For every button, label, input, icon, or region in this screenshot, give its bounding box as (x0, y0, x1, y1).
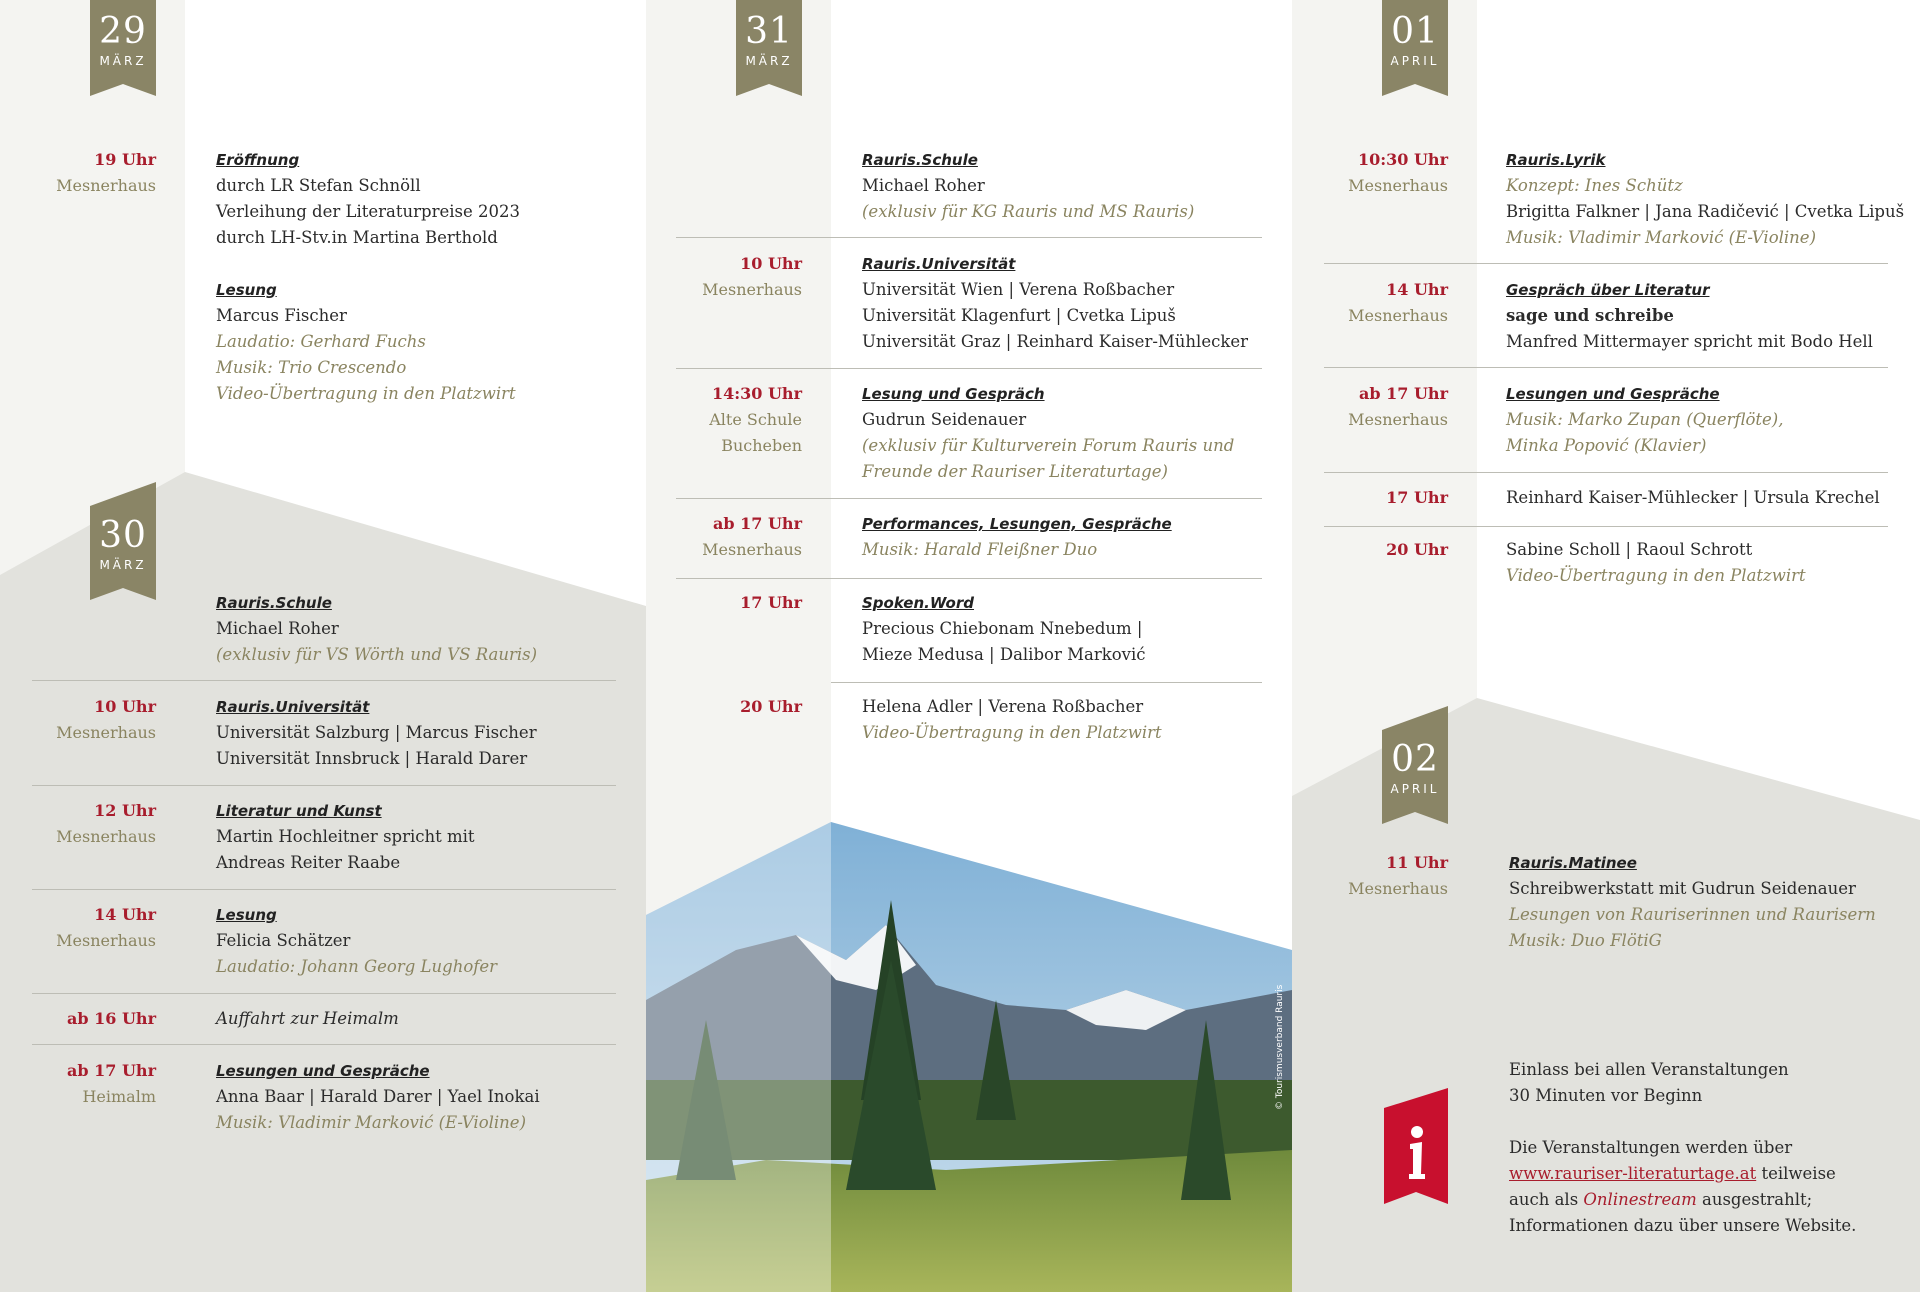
event-note: Musik: Duo FlötiG (1509, 931, 1662, 950)
event-line: Mieze Medusa | Dalibor Marković (862, 645, 1146, 664)
event-title: Lesung (216, 906, 277, 924)
info-line-link (1509, 1161, 1909, 1187)
event-line: Anna Baar | Harald Darer | Yael Inokai (216, 1087, 540, 1106)
event-title: Rauris.Matinee (1509, 854, 1637, 872)
event-location: Mesnerhaus (1348, 410, 1448, 429)
event-line: Andreas Reiter Raabe (216, 853, 401, 872)
event-note: (exklusiv für KG Rauris und MS Rauris) (862, 202, 1195, 221)
event-line: Auffahrt zur Heimalm (216, 1009, 399, 1028)
date-month: MÄRZ (99, 558, 147, 572)
event-time: ab 17 Uhr (1359, 384, 1448, 403)
info-text-fragment: teilweise (1756, 1164, 1836, 1183)
event-note: Minka Popović (Klavier) (1506, 436, 1707, 455)
event-time: 20 Uhr (740, 697, 802, 716)
event-note: Lesungen von Rauriserinnen und Raurisern (1509, 905, 1876, 924)
event-note: Musik: Vladimir Marković (E-Violine) (216, 1113, 527, 1132)
website-link[interactable]: www.rauriser-literaturtage.at (1509, 1164, 1757, 1183)
event-title: Rauris.Lyrik (1506, 151, 1606, 169)
event-location: Heimalm (82, 1087, 156, 1106)
info-line: 30 Minuten vor Beginn (1509, 1086, 1703, 1105)
divider (1324, 472, 1888, 473)
divider (32, 785, 616, 786)
day-29-column (0, 0, 646, 1292)
event-note: (exklusiv für VS Wörth und VS Rauris) (216, 645, 538, 664)
date-day: 02 (1391, 739, 1439, 780)
divider (676, 368, 1262, 369)
event-location: Mesnerhaus (1348, 176, 1448, 195)
event-time: 11 Uhr (1386, 853, 1448, 872)
info-line: Informationen dazu über unsere Website. (1509, 1216, 1857, 1235)
event-line: durch LH-Stv.in Martina Berthold (216, 228, 498, 247)
event-time: 10:30 Uhr (1357, 150, 1448, 169)
event-line: Universität Klagenfurt | Cvetka Lipuš (862, 306, 1176, 325)
event-note: Musik: Harald Fleißner Duo (862, 540, 1098, 559)
divider (1324, 526, 1888, 527)
event-line: Universität Graz | Reinhard Kaiser-Mühlecker (862, 332, 1248, 351)
event-location: Mesnerhaus (702, 540, 802, 559)
event-line: Universität Salzburg | Marcus Fischer (216, 723, 537, 742)
event-title: Gespräch über Literatur (1506, 281, 1710, 299)
date-month: MÄRZ (99, 54, 147, 68)
event-line: durch LR Stefan Schnöll (216, 176, 421, 195)
event-title: Lesung (216, 281, 277, 299)
event-title: Lesungen und Gespräche (1506, 385, 1720, 403)
event-time: 17 Uhr (740, 593, 802, 612)
date-flag-31 (736, 0, 802, 96)
event-line: Martin Hochleitner spricht mit (216, 827, 475, 846)
event-time: 12 Uhr (94, 801, 156, 820)
event-location: Mesnerhaus (56, 723, 156, 742)
event-time: 10 Uhr (740, 254, 802, 273)
event-line: Verleihung der Literaturpreise 2023 (216, 202, 520, 221)
date-day: 31 (745, 11, 793, 52)
event-line: Felicia Schätzer (216, 931, 351, 950)
event-time: 10 Uhr (94, 697, 156, 716)
event-line: Precious Chiebonam Nnebedum | (862, 619, 1143, 638)
divider (1324, 367, 1888, 368)
day-01-column (1292, 0, 1920, 1292)
event-line: Gudrun Seidenauer (862, 410, 1027, 429)
info-text-fragment: ausgestrahlt; (1696, 1190, 1813, 1209)
divider (676, 237, 1262, 238)
date-flag-02 (1382, 706, 1448, 824)
day-31-column (646, 0, 1292, 1292)
event-time: 14 Uhr (94, 905, 156, 924)
event-note: Video-Übertragung in den Platzwirt (216, 384, 516, 403)
event-line: Universität Innsbruck | Harald Darer (216, 749, 528, 768)
event-location: Mesnerhaus (702, 280, 802, 299)
event-note: Konzept: Ines Schütz (1506, 176, 1683, 195)
event-time: 14:30 Uhr (711, 384, 802, 403)
info-line: Die Veranstaltungen werden über (1509, 1138, 1793, 1157)
date-flag-01 (1382, 0, 1448, 96)
event-location: Mesnerhaus (1348, 879, 1448, 898)
event-line: Manfred Mittermayer spricht mit Bodo Hell (1506, 332, 1873, 351)
event-title: Eröffnung (216, 151, 300, 169)
date-day: 30 (99, 515, 147, 556)
event-title: Literatur und Kunst (216, 802, 382, 820)
event-title: Rauris.Universität (216, 698, 370, 716)
event-time: ab 16 Uhr (67, 1009, 156, 1028)
event-location: Alte Schule (709, 410, 802, 429)
event-title: Performances, Lesungen, Gespräche (862, 515, 1172, 533)
event-title: Lesung und Gespräch (862, 385, 1045, 403)
event-title: Lesungen und Gespräche (216, 1062, 430, 1080)
event-note: Freunde der Rauriser Literaturtage) (862, 462, 1168, 481)
date-month: APRIL (1390, 54, 1440, 68)
divider (1324, 263, 1888, 264)
date-month: APRIL (1390, 782, 1440, 796)
info-text (1509, 1057, 1909, 1239)
event-line: Sabine Scholl | Raoul Schrott (1506, 540, 1753, 559)
event-line: Helena Adler | Verena Roßbacher (862, 697, 1144, 716)
event-note: Musik: Trio Crescendo (216, 358, 407, 377)
info-icon (1384, 1088, 1448, 1204)
info-text-fragment: auch als (1509, 1190, 1584, 1209)
photo-credit: © Tourismusverband Rauris (1275, 984, 1285, 1110)
event-location: Mesnerhaus (56, 827, 156, 846)
date-flag-29 (90, 0, 156, 96)
divider (32, 889, 616, 890)
event-location: Mesnerhaus (56, 931, 156, 950)
event-note: Laudatio: Gerhard Fuchs (216, 332, 426, 351)
divider (32, 680, 616, 681)
event-title: Spoken.Word (862, 594, 975, 612)
event-line: Universität Wien | Verena Roßbacher (862, 280, 1175, 299)
onlinestream-label: Onlinestream (1583, 1190, 1697, 1209)
event-note: Laudatio: Johann Georg Lughofer (216, 957, 498, 976)
event-location: Mesnerhaus (56, 176, 156, 195)
divider (831, 682, 1262, 683)
event-note: Musik: Marko Zupan (Querflöte), (1506, 410, 1784, 429)
date-month: MÄRZ (745, 54, 793, 68)
divider (676, 498, 1262, 499)
event-line: Schreibwerkstatt mit Gudrun Seidenauer (1509, 879, 1856, 898)
event-title: Rauris.Universität (862, 255, 1016, 273)
event-title: Rauris.Schule (216, 594, 332, 612)
event-time: ab 17 Uhr (713, 514, 802, 533)
event-note: (exklusiv für Kulturverein Forum Rauris und (862, 436, 1235, 455)
event-line: Brigitta Falkner | Jana Radičević | Cvetka Lipuš (1506, 202, 1905, 221)
event-line: Michael Roher (862, 176, 985, 195)
divider (32, 1044, 616, 1045)
event-subtitle: sage und schreibe (1506, 306, 1674, 325)
event-title: Rauris.Schule (862, 151, 978, 169)
event-location: Mesnerhaus (1348, 306, 1448, 325)
event-time: 19 Uhr (94, 150, 156, 169)
event-location: Bucheben (721, 436, 802, 455)
date-flag-30 (90, 482, 156, 600)
event-line: Marcus Fischer (216, 306, 347, 325)
event-line: Michael Roher (216, 619, 339, 638)
event-time: 20 Uhr (1386, 540, 1448, 559)
divider (32, 993, 616, 994)
info-line-stream (1509, 1187, 1909, 1213)
date-day: 01 (1391, 11, 1439, 52)
event-line: Reinhard Kaiser-Mühlecker | Ursula Krechel (1506, 488, 1880, 507)
divider (676, 578, 1262, 579)
event-time: ab 17 Uhr (67, 1061, 156, 1080)
event-time: 14 Uhr (1386, 280, 1448, 299)
date-day: 29 (99, 11, 147, 52)
event-note: Musik: Vladimir Marković (E-Violine) (1506, 228, 1817, 247)
event-note: Video-Übertragung in den Platzwirt (862, 723, 1162, 742)
event-note: Video-Übertragung in den Platzwirt (1506, 566, 1806, 585)
event-time: 17 Uhr (1386, 488, 1448, 507)
info-line: Einlass bei allen Veranstaltungen (1509, 1060, 1789, 1079)
